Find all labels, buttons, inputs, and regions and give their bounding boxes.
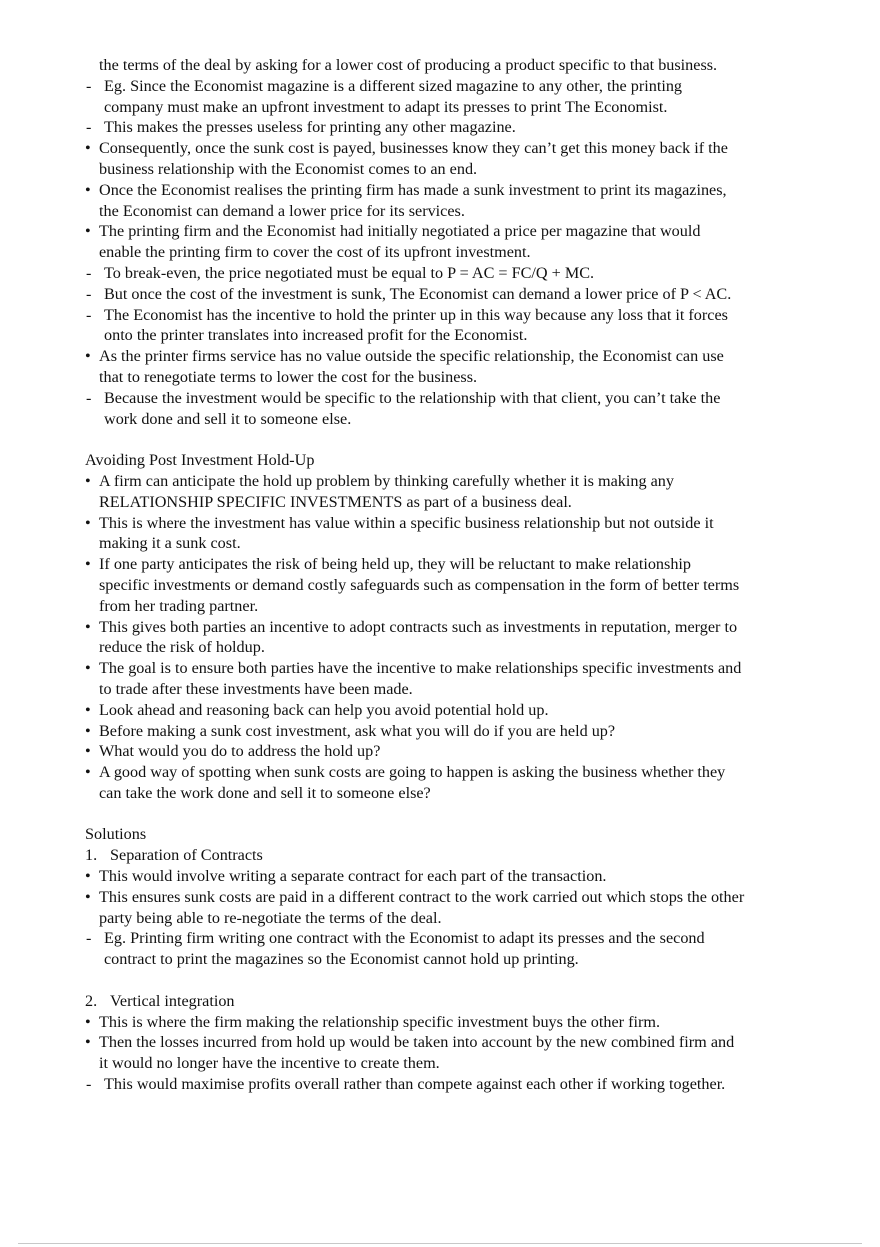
- dash-list-item: [85, 388, 745, 430]
- bullet-list-item: [85, 762, 745, 804]
- dash-list-item: [85, 305, 745, 347]
- dash-list-item: [85, 263, 745, 284]
- item-text: Separation of Contracts: [110, 846, 263, 865]
- item-text: This would involve writing a separate contract for each part of the transaction.: [99, 867, 607, 886]
- item-text: Solutions: [85, 825, 147, 844]
- item-text: As the printer firms service has no value outside the specific relationship, the Economist can use that to renegotiate terms to lower the cost for the business.: [99, 347, 724, 386]
- bullet-list-item: [85, 554, 745, 616]
- footer-divider: [18, 1243, 862, 1244]
- bullet-marker: •: [85, 555, 91, 574]
- bullet-marker: •: [85, 222, 91, 241]
- bullet-list-item: [85, 346, 745, 388]
- item-text: the terms of the deal by asking for a lower cost of producing a product specific to that business.: [99, 56, 718, 74]
- bullet-marker: •: [85, 887, 91, 906]
- bullet-marker: •: [85, 1012, 91, 1031]
- dash-marker: -: [86, 929, 92, 948]
- dash-marker: -: [86, 388, 92, 407]
- bullet-marker: •: [85, 659, 91, 678]
- dash-marker: -: [86, 1075, 92, 1094]
- bullet-list-item: [85, 617, 745, 659]
- paragraph-continuation: [85, 55, 745, 76]
- bullet-list-item: [85, 180, 745, 222]
- item-text: Once the Economist realises the printing firm has made a sunk investment to print its magazines, the Economist can demand a lower price for its services.: [99, 180, 727, 220]
- paragraph-gap: [85, 804, 745, 825]
- bullet-list-item: [85, 700, 745, 721]
- bullet-marker: •: [85, 763, 91, 782]
- bullet-list-item: [85, 471, 745, 513]
- paragraph-gap: [85, 970, 745, 991]
- item-text: To break-even, the price negotiated must be equal to P = AC = FC/Q + MC.: [104, 263, 595, 282]
- section-heading: [85, 450, 745, 471]
- item-text: The Economist has the incentive to hold the printer up in this way because any loss that it forces onto the printer translates into increased profit for the Economist.: [104, 305, 728, 345]
- bullet-list-item: [85, 866, 745, 887]
- item-text: Because the investment would be specific to the relationship with that client, you can’t take the work done and sell it to someone else.: [104, 388, 721, 428]
- bullet-marker: •: [85, 700, 91, 719]
- bullet-marker: •: [85, 471, 91, 490]
- item-text: This makes the presses useless for printing any other magazine.: [104, 118, 516, 137]
- item-text: Then the losses incurred from hold up would be taken into account by the new combined firm and it would no longer have the incentive to create them.: [99, 1033, 735, 1073]
- item-text: If one party anticipates the risk of being held up, they will be reluctant to make relationship specific investments or demand costly safeguards such as compensation in the form of better terms from her trading partner.: [99, 555, 740, 615]
- document-page: [85, 55, 745, 1095]
- list-number: 1.: [85, 846, 98, 865]
- dash-list-item: [85, 928, 745, 970]
- item-text: A good way of spotting when sunk costs are going to happen is asking the business whether they can take the work done and sell it to someone else?: [99, 763, 726, 802]
- dash-marker: -: [86, 76, 92, 95]
- bullet-marker: •: [85, 347, 91, 366]
- bullet-list-item: [85, 221, 745, 263]
- bullet-marker: •: [85, 180, 91, 199]
- bullet-list-item: [85, 138, 745, 180]
- dash-marker: -: [86, 118, 92, 137]
- bullet-marker: •: [85, 742, 91, 761]
- item-text: The goal is to ensure both parties have the incentive to make relationships specific investments and to trade after these investments have been made.: [99, 659, 742, 698]
- item-text: Consequently, once the sunk cost is payed, businesses know they can’t get this money back if the business relationship with the Economist comes to an end.: [99, 139, 728, 178]
- item-text: Before making a sunk cost investment, ask what you will do if you are held up?: [99, 721, 616, 740]
- bullet-marker: •: [85, 867, 91, 886]
- bullet-marker: •: [85, 721, 91, 740]
- bullet-list-item: [85, 721, 745, 742]
- dash-marker: -: [86, 263, 92, 282]
- item-text: Avoiding Post Investment Hold-Up: [85, 451, 315, 470]
- numbered-heading: [85, 991, 745, 1012]
- bullet-list-item: [85, 658, 745, 700]
- item-text: This gives both parties an incentive to adopt contracts such as investments in reputation, merger to reduce the risk of holdup.: [99, 617, 738, 657]
- bullet-list-item: [85, 1012, 745, 1033]
- item-text: But once the cost of the investment is sunk, The Economist can demand a lower price of P < AC.: [104, 284, 732, 303]
- item-text: Vertical integration: [110, 991, 235, 1010]
- dash-list-item: [85, 1074, 745, 1095]
- bullet-marker: •: [85, 1033, 91, 1052]
- item-text: Look ahead and reasoning back can help you avoid potential hold up.: [99, 700, 549, 719]
- bullet-marker: •: [85, 617, 91, 636]
- bullet-marker: •: [85, 513, 91, 532]
- paragraph-gap: [85, 429, 745, 450]
- dash-list-item: [85, 76, 745, 118]
- dash-marker: -: [86, 305, 92, 324]
- numbered-heading: [85, 845, 745, 866]
- item-text: Eg. Since the Economist magazine is a different sized magazine to any other, the printing company must make an upfront investment to adapt its presses to print The Economist.: [104, 76, 683, 116]
- bullet-list-item: [85, 741, 745, 762]
- item-text: This ensures sunk costs are paid in a different contract to the work carried out which stops the other party being able to re-negotiate the terms of the deal.: [99, 887, 745, 927]
- bullet-list-item: [85, 887, 745, 929]
- dash-list-item: [85, 117, 745, 138]
- section-heading: [85, 824, 745, 845]
- item-text: This is where the investment has value within a specific business relationship but not outside it making it a sunk cost.: [99, 513, 714, 553]
- dash-marker: -: [86, 284, 92, 303]
- bullet-list-item: [85, 513, 745, 555]
- item-text: This is where the firm making the relationship specific investment buys the other firm.: [99, 1012, 661, 1031]
- list-number: 2.: [85, 991, 98, 1010]
- item-text: A firm can anticipate the hold up problem by thinking carefully whether it is making any RELATIONSHIP SPECIFIC INVESTMENTS as part of a business deal.: [99, 471, 674, 511]
- bullet-marker: •: [85, 139, 91, 158]
- dash-list-item: [85, 284, 745, 305]
- item-text: This would maximise profits overall rather than compete against each other if working together.: [104, 1075, 726, 1094]
- item-text: What would you do to address the hold up?: [99, 742, 381, 761]
- item-text: Eg. Printing firm writing one contract with the Economist to adapt its presses and the second contract to print the magazines so the Economist cannot hold up printing.: [104, 929, 705, 969]
- bullet-list-item: [85, 1032, 745, 1074]
- item-text: The printing firm and the Economist had initially negotiated a price per magazine that would enable the printing firm to cover the cost of its upfront investment.: [99, 222, 701, 262]
